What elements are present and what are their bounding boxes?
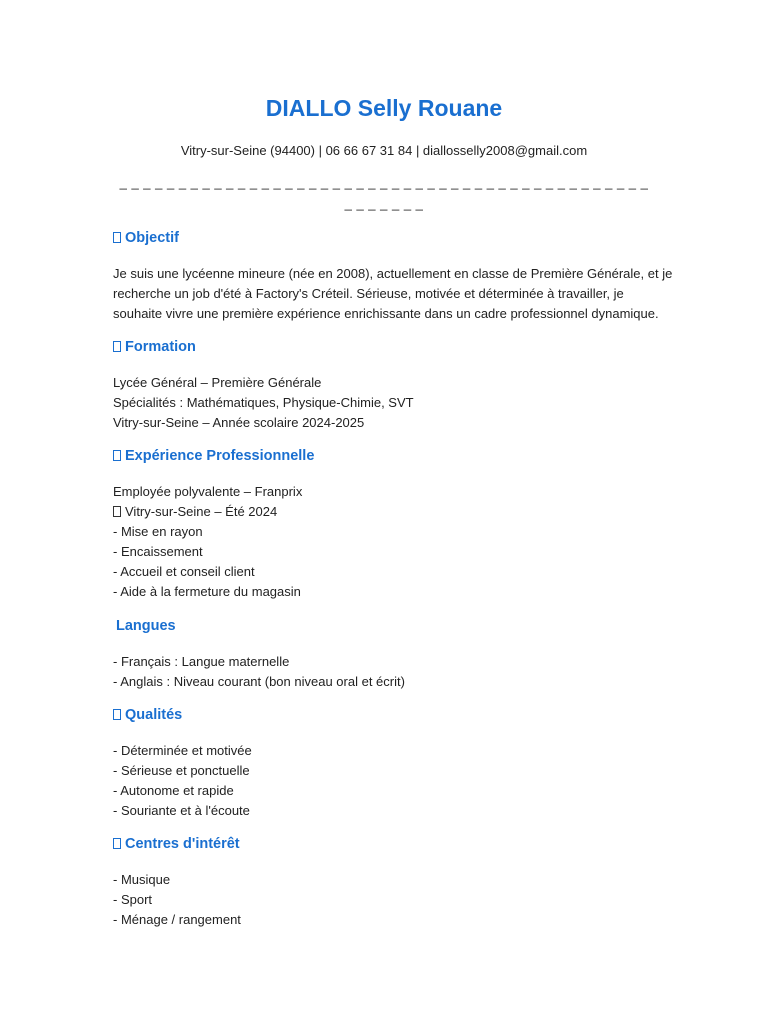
list-item: - Déterminée et motivée [113, 743, 252, 758]
list-item: - Anglais : Niveau courant (bon niveau oral et écrit) [113, 674, 405, 689]
list-item: Lycée Général – Première Générale [113, 375, 322, 390]
list-item: - Encaissement [113, 544, 203, 559]
separator-line: _ _ _ _ _ _ _ _ _ _ _ _ _ _ _ _ _ _ _ _ _ _ _ _ _ _ _ _ _ _ _ _ _ _ _ _ _ _ _ _ _ _ _ _ _ [119, 175, 649, 190]
list-item: - Sérieuse et ponctuelle [113, 763, 250, 778]
list-item: - Mise en rayon [113, 524, 203, 539]
section-title-langues: Langues [116, 618, 176, 634]
list-item: - Autonome et rapide [113, 783, 234, 798]
list-item: - Aide à la fermeture du magasin [113, 584, 301, 599]
list-item: - Français : Langue maternelle [113, 654, 290, 669]
experience-location-line [113, 502, 673, 522]
list-item: - Ménage / rangement [113, 912, 241, 927]
missing-glyph-icon [113, 232, 121, 243]
section-title-label: Qualités [125, 707, 183, 723]
section-title-interets [113, 836, 240, 852]
langues-list [113, 652, 673, 692]
separator-line: _ _ _ _ _ _ _ [344, 196, 424, 211]
experience-role: Employée polyvalente – Franprix [113, 484, 303, 499]
section-title-label: Centres d'intérêt [125, 836, 240, 852]
separator [100, 172, 668, 214]
list-item: - Sport [113, 892, 153, 907]
contact-line: Vitry-sur-Seine (94400) | 06 66 67 31 84 | diallosselly2008@gmail.com [180, 143, 588, 158]
list-item: Vitry-sur-Seine – Année scolaire 2024-2025 [113, 415, 365, 430]
missing-glyph-icon [113, 838, 121, 849]
formation-list [113, 373, 673, 433]
section-title-experience [113, 448, 314, 464]
section-title-formation [113, 339, 196, 355]
list-item: - Accueil et conseil client [113, 564, 255, 579]
objectif-paragraph: Je suis une lycéenne mineure (née en 2008), actuellement en classe de Première Générale, et je recherche un job d'été à Factory's Créteil. Sérieuse, motivée et déterminée à travailler, je souhaite vivre une première expérience enrichissante dans un cadre professionnel dynamique. [113, 266, 673, 321]
section-title-label: Objectif [125, 230, 179, 246]
section-title-label: Formation [125, 339, 196, 355]
section-title-qualites [113, 707, 182, 723]
list-item: Spécialités : Mathématiques, Physique-Chimie, SVT [113, 395, 414, 410]
missing-glyph-icon [113, 450, 121, 461]
interets-list [113, 870, 673, 930]
section-title-label: Expérience Professionnelle [125, 448, 315, 464]
experience-list [113, 482, 673, 602]
experience-location: Vitry-sur-Seine – Été 2024 [125, 504, 278, 519]
section-title-objectif [113, 230, 179, 246]
missing-glyph-icon [113, 341, 121, 352]
qualites-list [113, 741, 673, 821]
list-item: - Souriante et à l'écoute [113, 803, 250, 818]
list-item: - Musique [113, 872, 171, 887]
missing-glyph-icon [113, 709, 121, 720]
missing-glyph-icon [113, 506, 121, 517]
objectif-text [113, 264, 673, 324]
page-title: DIALLO Selly Rouane [265, 95, 503, 121]
